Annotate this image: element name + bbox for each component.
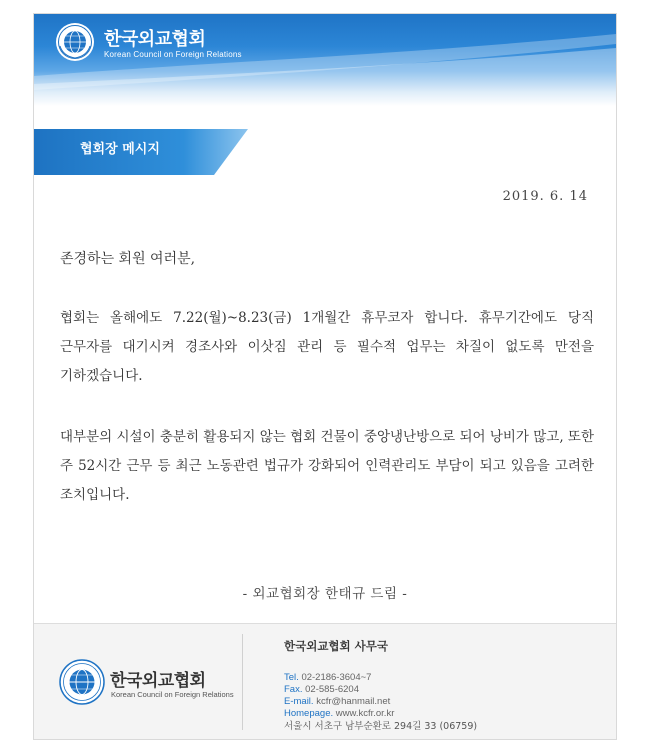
footer-divider [242,634,243,730]
contact-email [284,696,390,708]
contact-address: 서울시 서초구 남부순환로 294길 33 (06759) [284,721,478,732]
footer-org-name-en: Korean Council on Foreign Relations [111,690,234,699]
header-org-name: 한국외교협회 [104,29,206,50]
footer [34,623,616,740]
fax-label: Fax. [284,684,303,695]
contact-fax [284,684,359,696]
globe-logo-icon [55,22,95,62]
newsletter-frame [33,13,617,740]
header-org-name-en: Korean Council on Foreign Relations [104,50,242,59]
homepage-link[interactable]: www.kcfr.or.kr [335,708,395,719]
contact-tel [284,672,371,684]
homepage-label: Homepage. [284,708,334,719]
contact-homepage [284,708,394,720]
letter-date: 2019. 6. 14 [502,189,588,204]
globe-logo-icon [58,658,106,706]
tel-value: 02-2186-3604~7 [301,672,372,683]
fax-value: 02-585-6204 [305,684,360,695]
footer-org-name: 한국외교협회 [110,671,206,691]
letter-greeting: 존경하는 회원 여러분, [60,251,196,267]
office-title: 한국외교협회 사무국 [284,639,388,653]
letter-signature: - 외교협회장 한태규 드림 - [242,586,408,602]
email-link[interactable]: kcfr@hanmail.net [316,696,391,707]
section-title: 협회장 메시지 [80,142,160,157]
header-banner [34,14,616,106]
letter-paragraph: 대부분의 시설이 충분히 활용되지 않는 협회 건물이 중앙냉난방으로 되어 낭비가 많고, 또한 주 52시간 근무 등 최근 노동관련 법규가 강화되어 인력관리도 부담이 되고 있음을 고려한 조치입니다. [60,429,595,503]
tel-label: Tel. [284,672,299,683]
email-label: E-mail. [284,696,314,707]
letter-paragraph: 협회는 올해에도 7.22(월)~8.23(금) 1개월간 휴무코자 합니다. 휴무기간에도 당직 근무자를 대기시켜 경조사와 이삿짐 관리 등 필수적 업무는 차질이 없도록 만전을 기하겠습니다. [60,310,594,384]
